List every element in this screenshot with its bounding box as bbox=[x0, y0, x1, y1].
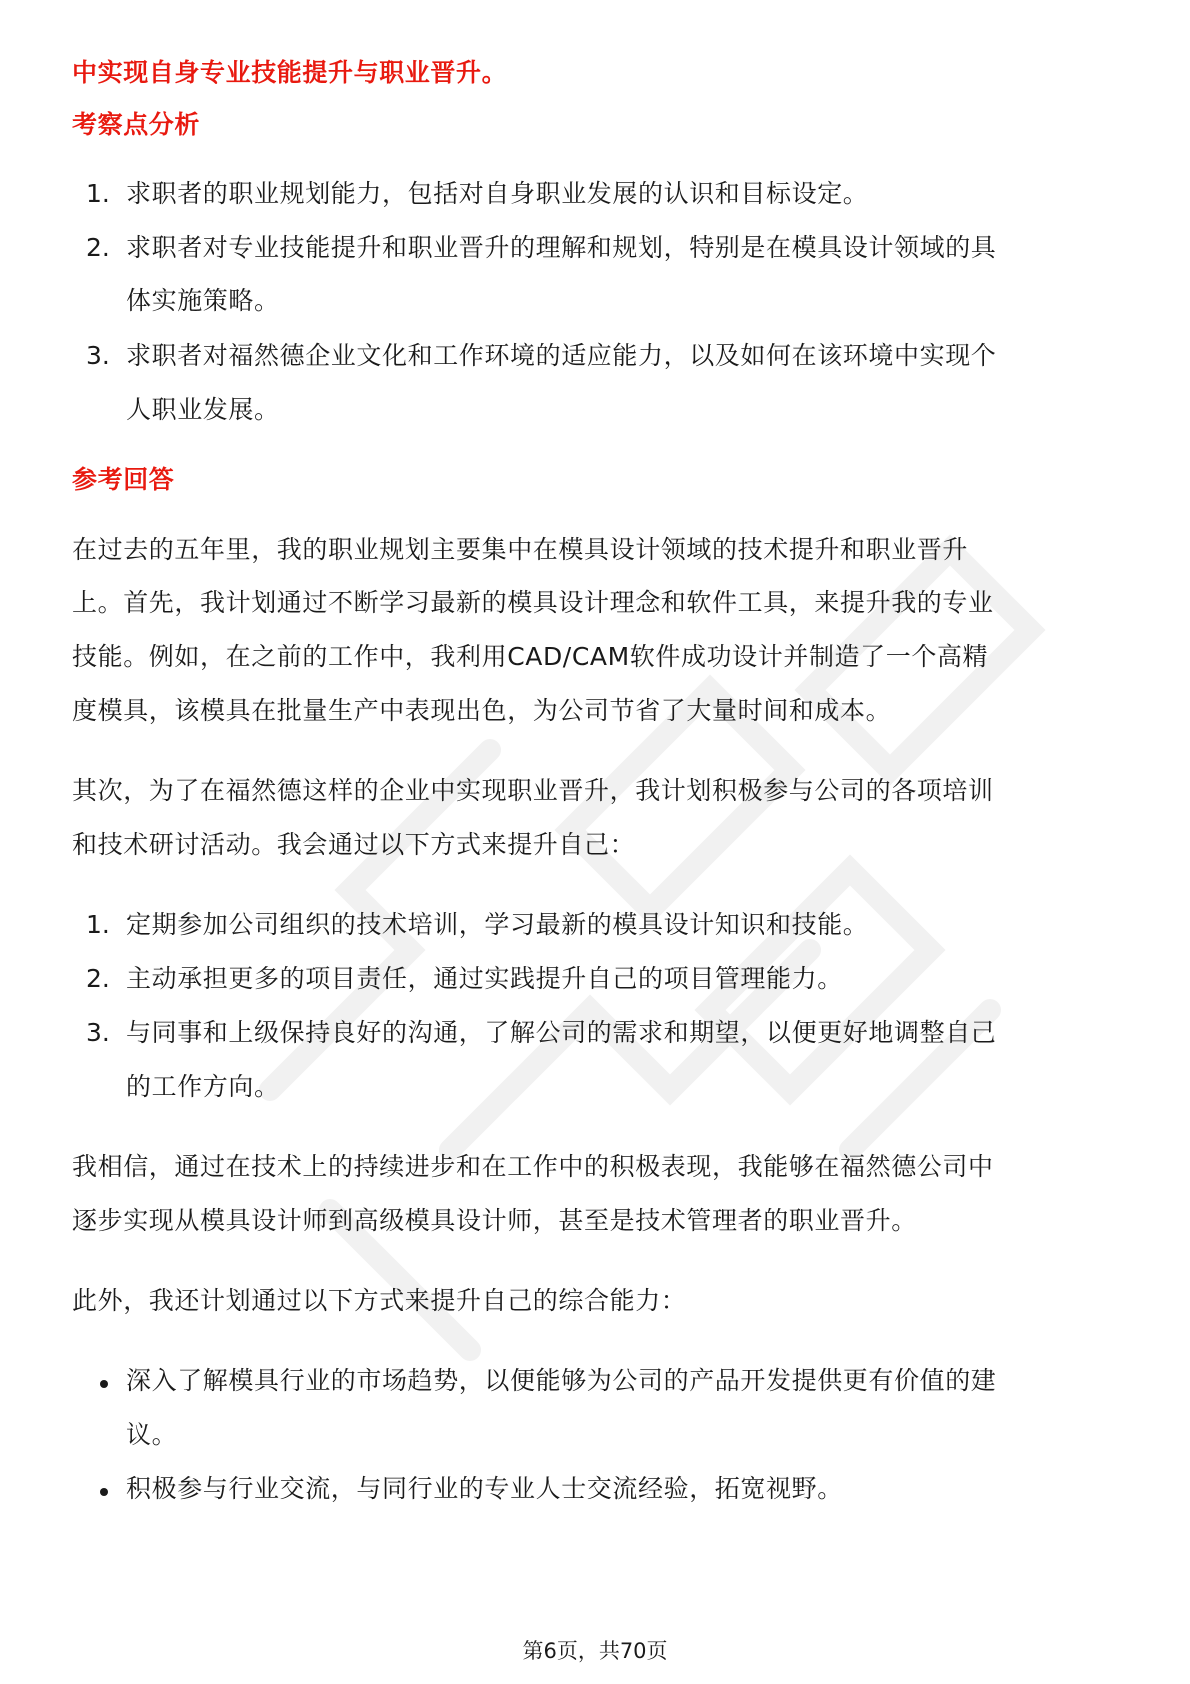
list-item: 定期参加公司组织的技术培训，学习最新的模具设计知识和技能。 bbox=[126, 910, 869, 939]
paragraph-line: 和技术研讨活动。我会通过以下方式来提升自己： bbox=[72, 830, 636, 859]
list-item-continuation: 的工作方向。 bbox=[126, 1072, 280, 1101]
list-item-number: 1. bbox=[86, 179, 110, 208]
answer-paragraph-4: 此外，我还计划通过以下方式来提升自己的综合能力： bbox=[72, 1286, 687, 1315]
list-item-number: 2. bbox=[86, 233, 110, 262]
bullet-dot-icon bbox=[100, 1488, 108, 1496]
list-item: 求职者对专业技能提升和职业晋升的理解和规划，特别是在模具设计领域的具 bbox=[126, 233, 997, 262]
list-item: 主动承担更多的项目责任，通过实践提升自己的项目管理能力。 bbox=[126, 964, 843, 993]
bullet-item: 积极参与行业交流，与同行业的专业人士交流经验，拓宽视野。 bbox=[126, 1474, 843, 1503]
section-heading-answer: 参考回答 bbox=[72, 465, 175, 494]
list-item: 求职者的职业规划能力，包括对自身职业发展的认识和目标设定。 bbox=[126, 179, 869, 208]
paragraph-line: 我相信，通过在技术上的持续进步和在工作中的积极表现，我能够在福然德公司中 bbox=[72, 1152, 994, 1181]
list-item-number: 3. bbox=[86, 1018, 110, 1047]
paragraph-line: 度模具，该模具在批量生产中表现出色，为公司节省了大量时间和成本。 bbox=[72, 696, 892, 725]
paragraph-line: 在过去的五年里，我的职业规划主要集中在模具设计领域的技术提升和职业晋升 bbox=[72, 535, 969, 564]
bullet-dot-icon bbox=[100, 1380, 108, 1388]
list-item-continuation: 人职业发展。 bbox=[126, 395, 280, 424]
bullet-item-continuation: 议。 bbox=[126, 1420, 178, 1449]
list-item-continuation: 体实施策略。 bbox=[126, 286, 280, 315]
paragraph-line: 技能。例如，在之前的工作中，我利用CAD/CAM软件成功设计并制造了一个高精 bbox=[72, 642, 989, 671]
list-item: 求职者对福然德企业文化和工作环境的适应能力，以及如何在该环境中实现个 bbox=[126, 341, 997, 370]
page-number-footer: 第6页，共70页 bbox=[522, 1639, 668, 1663]
list-item-number: 1. bbox=[86, 910, 110, 939]
bullet-item: 深入了解模具行业的市场趋势，以便能够为公司的产品开发提供更有价值的建 bbox=[126, 1366, 997, 1395]
intro-line: 中实现自身专业技能提升与职业晋升。 bbox=[72, 58, 508, 87]
paragraph-line: 其次，为了在福然德这样的企业中实现职业晋升，我计划积极参与公司的各项培训 bbox=[72, 776, 994, 805]
section-heading-analysis: 考察点分析 bbox=[72, 110, 201, 139]
list-item-number: 2. bbox=[86, 964, 110, 993]
list-item-number: 3. bbox=[86, 341, 110, 370]
list-item: 与同事和上级保持良好的沟通，了解公司的需求和期望，以便更好地调整自己 bbox=[126, 1018, 997, 1047]
paragraph-line: 上。首先，我计划通过不断学习最新的模具设计理念和软件工具，来提升我的专业 bbox=[72, 588, 994, 617]
paragraph-line: 逐步实现从模具设计师到高级模具设计师，甚至是技术管理者的职业晋升。 bbox=[72, 1206, 917, 1235]
